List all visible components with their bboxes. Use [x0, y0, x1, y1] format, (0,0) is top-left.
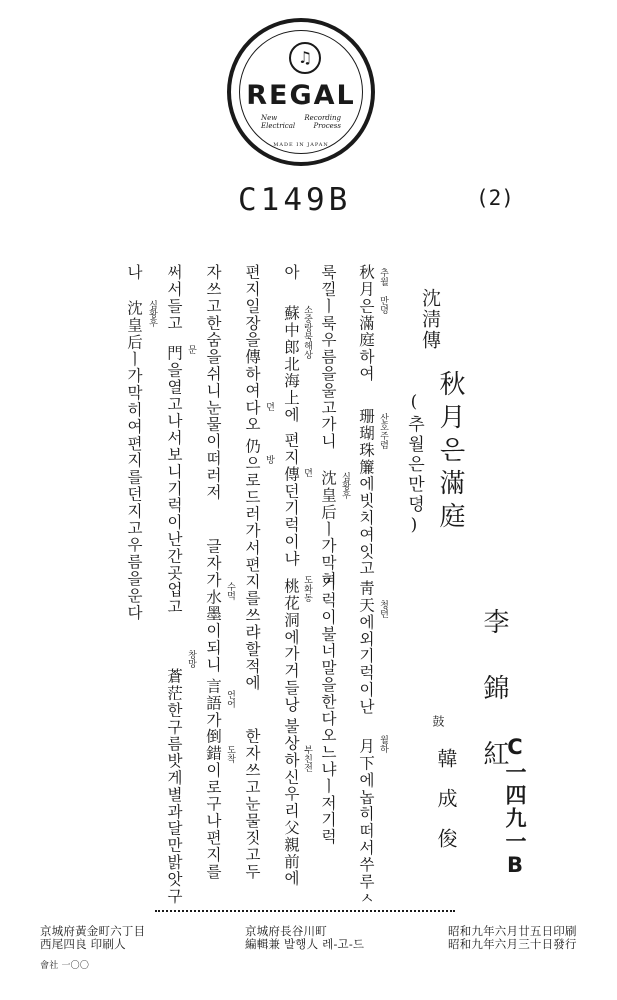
- imprint-editor: 京城府長谷川町 編輯兼 발행人 레-고-드: [245, 924, 365, 951]
- lyric-line: 기럭이불너말을한다오느냐ㅣ저기럭: [319, 575, 337, 846]
- regal-logo: [227, 18, 375, 166]
- lyric-ruby: 심황후: [147, 300, 157, 327]
- lyric-line: 言語가: [204, 678, 222, 729]
- logo-bottom-text: MADE IN JAPAN: [273, 142, 329, 148]
- lyric-line: 한자쓰고눈물짓고두: [243, 728, 261, 881]
- lyric-line: 蒼茫한구름밧게별과달만밝앗구: [165, 668, 183, 905]
- lyric-ruby: 뎐: [302, 468, 312, 477]
- lyric-line: 仍으로드러가서편지를쓰랴할적에: [243, 438, 261, 692]
- lyric-ruby: 도착: [225, 745, 235, 763]
- lyric-line: 아: [282, 264, 300, 281]
- lyric-line: 써서들고: [165, 264, 183, 332]
- lyric-line: 月下에놉히떠서쑤루ㅅ: [357, 738, 375, 907]
- lyric-line: 沈皇后ㅣ가막혀: [319, 470, 337, 589]
- lyric-ruby: 창망: [186, 650, 196, 668]
- logo-name: REGAL: [246, 80, 356, 111]
- lyric-ruby: 부친전: [302, 745, 312, 772]
- logo-left-text: New Electrical: [261, 114, 296, 130]
- lyric-ruby: 소중랑북해상: [302, 305, 312, 359]
- drum-player: 韓成俊: [434, 748, 458, 868]
- lyric-ruby: 심황후: [340, 472, 350, 499]
- title-prefix: 沈淸傳: [419, 288, 441, 351]
- lyric-line: 秋月은滿庭하여: [357, 264, 375, 383]
- lyric-line: 자쓰고한숨을쉬니눈물이떠러저: [204, 264, 222, 501]
- lyric-ruby: 뎐: [264, 402, 274, 411]
- dotted-divider: [155, 910, 455, 912]
- catalog-number: C149B: [238, 182, 352, 218]
- imprint-company: 會社 一〇〇: [40, 961, 90, 971]
- logo-right-text: Recording Process: [304, 114, 341, 130]
- lyric-line: 룩낄ㅣ룩우름을울고가니: [319, 264, 337, 450]
- song-title: 秋月은滿庭: [435, 370, 465, 535]
- lyric-line: 나: [125, 264, 143, 281]
- lyric-line: 門을열고나서보니기럭이난간곳업고: [165, 345, 183, 616]
- side-label: (2): [476, 186, 514, 210]
- lyric-line: 沈皇后ㅣ가막히여편지를던지고우름을운다: [125, 300, 143, 622]
- catalog-vertical: C一四九一B: [503, 735, 527, 879]
- lyric-ruby: 추월 만뎡: [378, 268, 388, 314]
- lyric-ruby: 방: [264, 455, 274, 464]
- lyric-line: 蘇中郎北海上에: [282, 305, 300, 424]
- lyric-ruby: 문: [186, 345, 196, 354]
- lyric-line: 倒錯이로구나편지를: [204, 728, 222, 881]
- imprint-printer: 京城府黃金町六丁目 西尾四良 印刷人: [40, 924, 146, 951]
- lyric-line: 불상하신우리父親前에: [282, 718, 300, 887]
- lyric-line: 珊瑚珠簾에빗치여잇고: [357, 408, 375, 577]
- lyric-ruby: 산호주렴: [378, 413, 388, 449]
- lyric-ruby: 수먹: [225, 582, 235, 600]
- lyric-ruby: 월하: [378, 735, 388, 753]
- lyric-ruby: 언어: [225, 690, 235, 708]
- music-note-icon: ♫: [289, 42, 321, 74]
- singer-name: 李錦紅: [479, 608, 509, 806]
- lyric-ruby: 도화동: [302, 575, 312, 602]
- lyric-line: 편지일장을傳하여다오: [243, 264, 261, 433]
- lyric-line: 편지傳던기럭이냐: [282, 432, 300, 568]
- lyric-line: 桃花洞에가거들낭: [282, 578, 300, 714]
- lyric-line: 글자가水墨이되니: [204, 538, 222, 674]
- title-reading: (추월은만뎡): [404, 392, 424, 538]
- drum-label: 鼓: [431, 715, 445, 727]
- lyric-line: 靑天에외기럭이난: [357, 580, 375, 716]
- lyric-ruby: 청텬: [378, 600, 388, 618]
- imprint-dates: 昭和九年六月廿五日印刷 昭和九年六月三十日發行: [448, 924, 577, 951]
